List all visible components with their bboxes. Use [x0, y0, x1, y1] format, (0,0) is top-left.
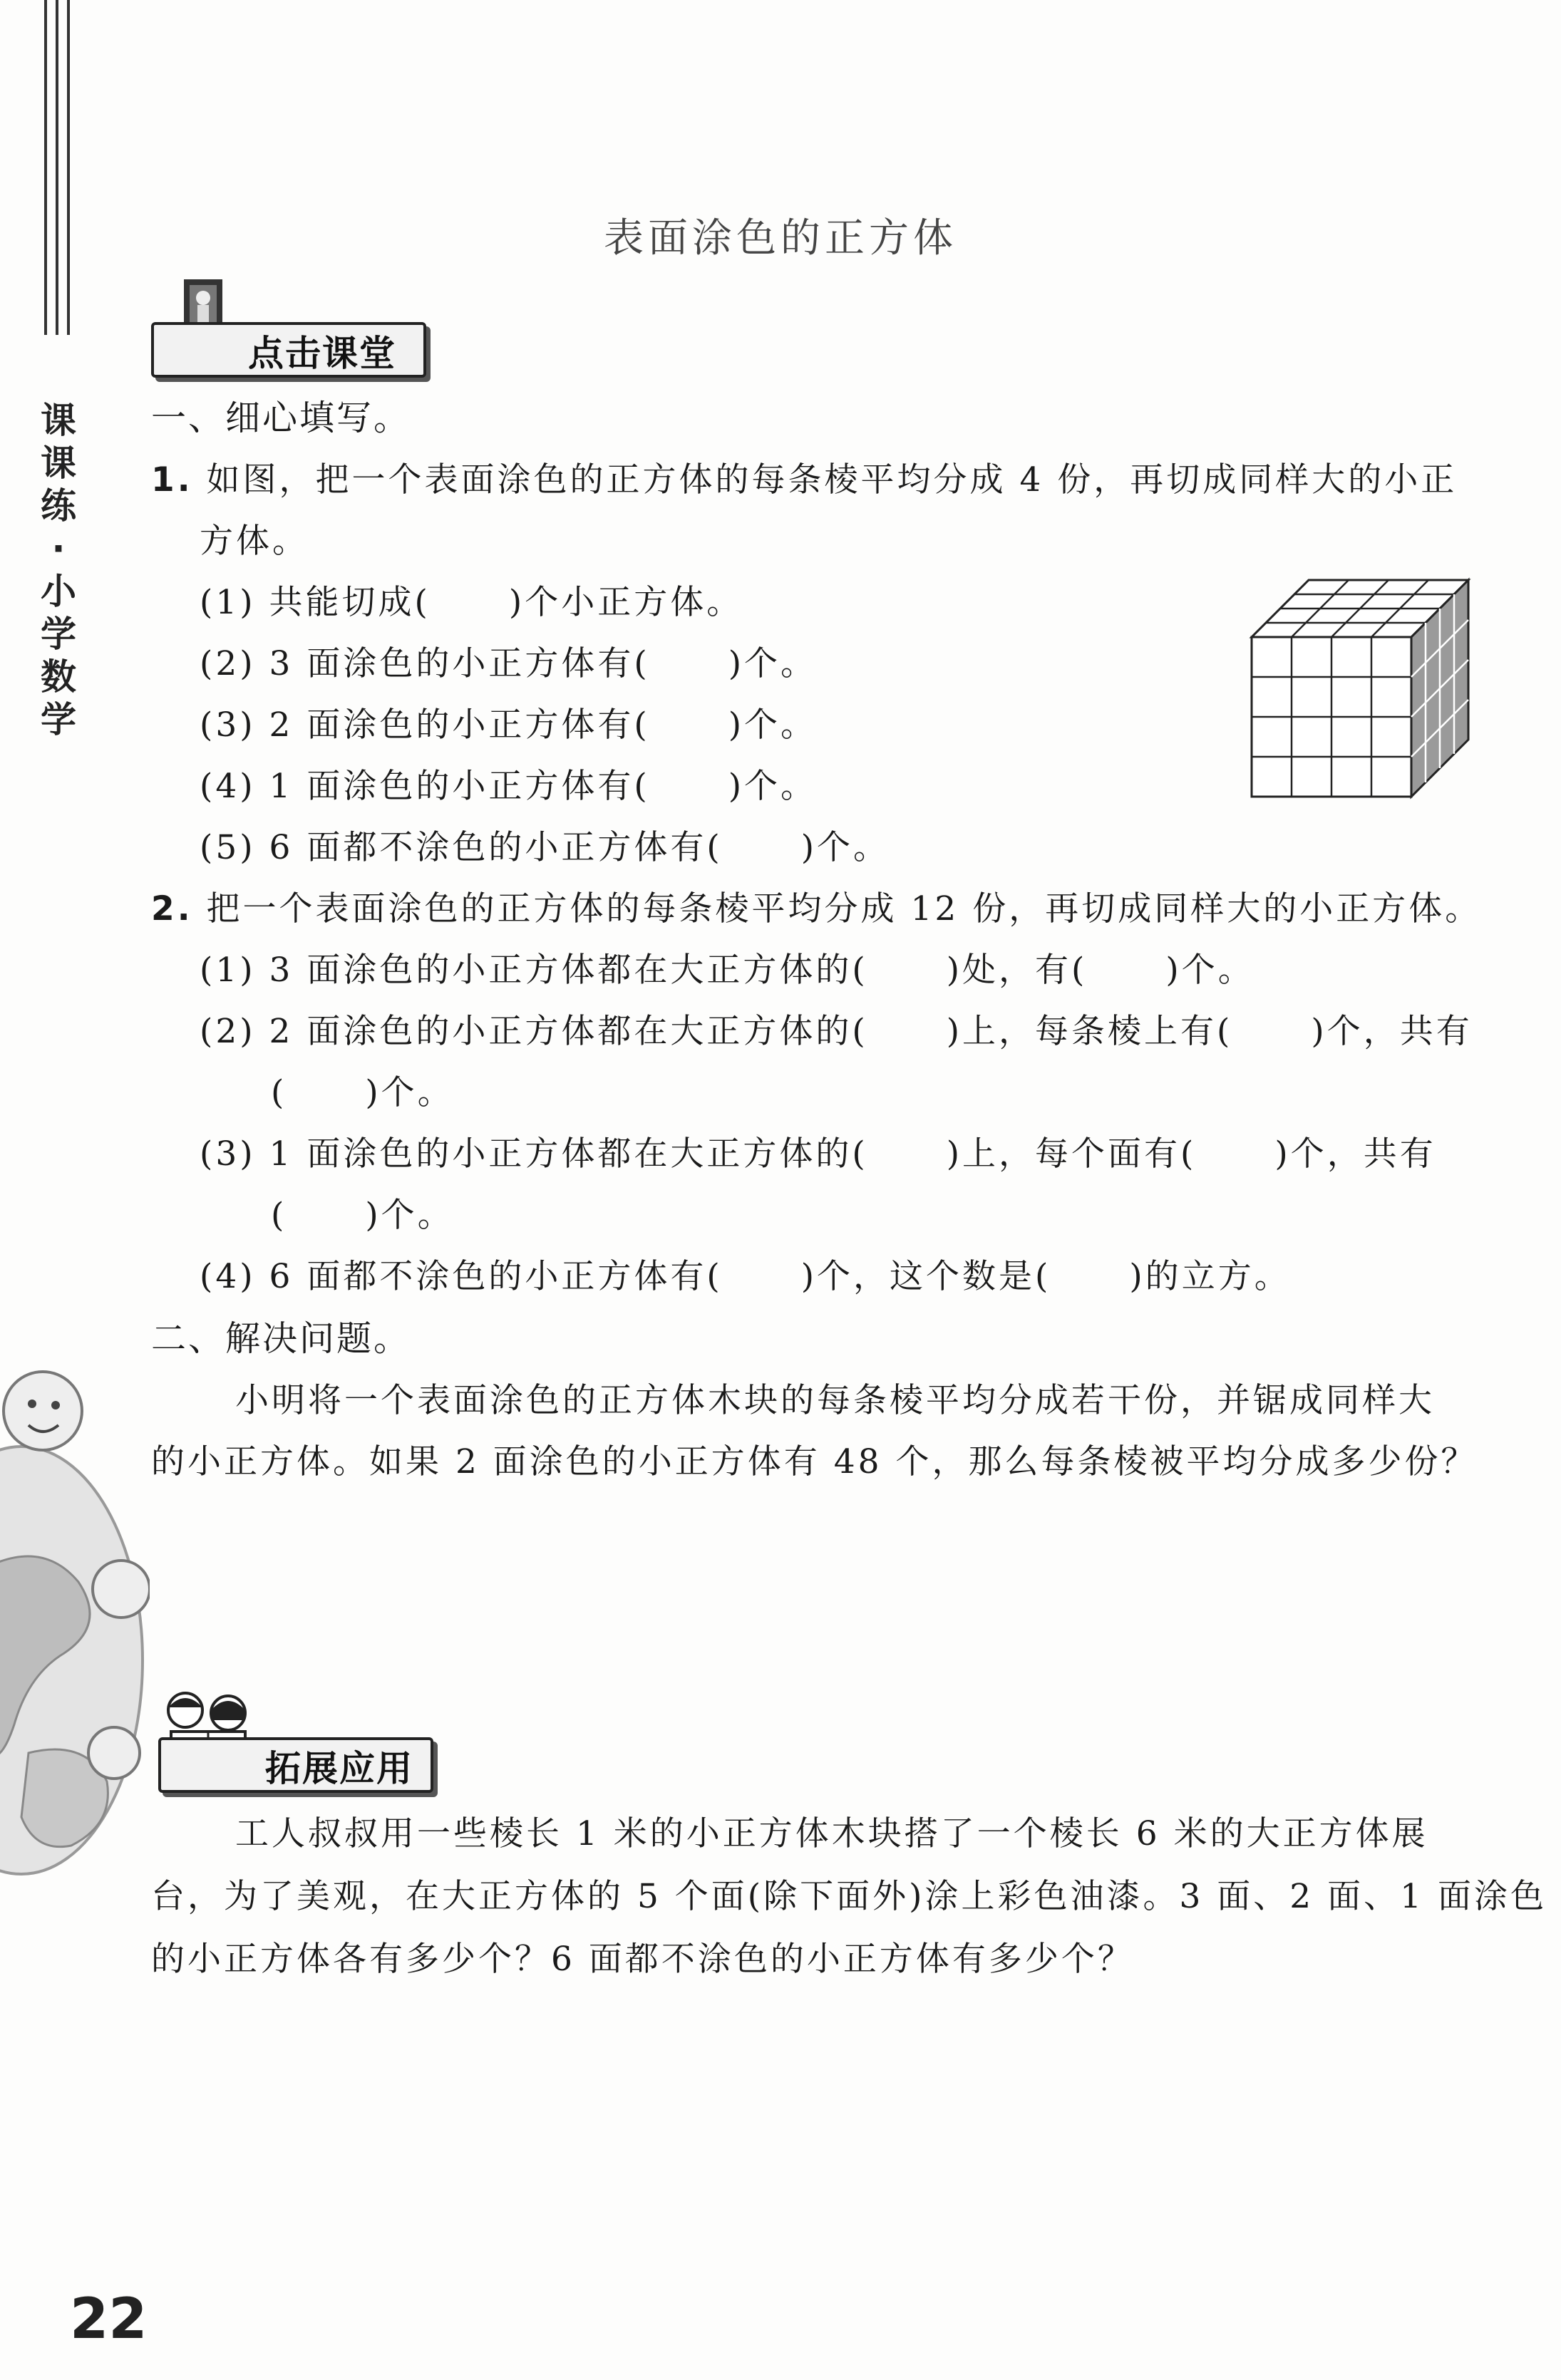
- q1-number: 1.: [151, 460, 193, 500]
- q1-line2: 方体。: [200, 522, 309, 561]
- classroom-label: 点击课堂: [248, 333, 396, 374]
- q2-text: 把一个表面涂色的正方体的每条棱平均分成 12 份，再切成同样大的小正方体。: [206, 889, 1482, 928]
- page-number: 22: [70, 2287, 148, 2351]
- q1-item-1: [200, 576, 743, 624]
- q1-item-4: [200, 760, 817, 807]
- globe-illustration-icon: [0, 1354, 150, 1910]
- q1-item-5: [200, 821, 890, 869]
- extension-label: 拓展应用: [265, 1748, 413, 1789]
- part1-heading: 一、细心填写。: [151, 398, 411, 438]
- q1-item-suffix: )个。: [728, 767, 818, 806]
- q2-item-part: (: [271, 1196, 287, 1235]
- extension-line3: 的小正方体各有多少个？6 面都不涂色的小正方体有多少个？: [151, 1940, 1134, 1979]
- q2-item-part: )个。: [365, 1073, 454, 1112]
- q2-item-2-cont: [271, 1066, 454, 1114]
- q2-item-part: )的立方。: [1129, 1257, 1291, 1296]
- q1-item-suffix: )个。: [728, 644, 818, 683]
- q1-line1: [151, 453, 1457, 501]
- q2-item-part: )个。: [365, 1196, 454, 1235]
- side-char: 数: [41, 656, 76, 698]
- q2-item-part: )个，共有: [1274, 1134, 1436, 1174]
- cube-diagram: [1247, 576, 1483, 804]
- q1-item-suffix: )个小正方体。: [508, 583, 743, 622]
- q2-line: [151, 882, 1481, 930]
- q2-item-2: [200, 1005, 1473, 1052]
- side-char: 课: [41, 443, 76, 484]
- q1-item-2: [200, 637, 817, 685]
- side-title: [37, 399, 80, 741]
- side-char: 学: [41, 699, 76, 740]
- q2-item-4: [200, 1250, 1291, 1298]
- q1-item-suffix: )个。: [728, 705, 818, 745]
- q2-number: 2.: [151, 889, 193, 928]
- extension-line2: 台，为了美观，在大正方体的 5 个面(除下面外)涂上彩色油漆。3 面、2 面、1 面涂色: [151, 1877, 1547, 1916]
- extension-line1: 工人叔叔用一些棱长 1 米的小正方体木块搭了一个棱长 6 米的大正方体展: [235, 1814, 1428, 1853]
- q2-item-part: (2) 2 面涂色的小正方体都在大正方体的(: [200, 1012, 868, 1051]
- side-char: ·: [51, 528, 66, 569]
- q2-item-part: )上，每个面有(: [946, 1134, 1197, 1174]
- margin-rule-2: [56, 0, 58, 335]
- q2-item-part: (1) 3 面涂色的小正方体都在大正方体的(: [200, 951, 868, 990]
- q1-text: 如图，把一个表面涂色的正方体的每条棱平均分成 4 份，再切成同样大的小正: [206, 460, 1458, 500]
- part2-line1: 小明将一个表面涂色的正方体木块的每条棱平均分成若干份，并锯成同样大: [235, 1381, 1435, 1420]
- q2-item-3: [200, 1127, 1436, 1175]
- q2-item-part: (3) 1 面涂色的小正方体都在大正方体的(: [200, 1134, 868, 1174]
- q1-item-prefix: (4) 1 面涂色的小正方体有(: [200, 767, 650, 806]
- q2-item-part: )个。: [1165, 951, 1255, 990]
- q1-item-prefix: (1) 共能切成(: [200, 583, 431, 622]
- q1-item-prefix: (5) 6 面都不涂色的小正方体有(: [200, 828, 723, 867]
- q2-item-part: )个，这个数是(: [800, 1257, 1051, 1296]
- q2-item-part: (: [271, 1073, 287, 1112]
- q1-item-prefix: (3) 2 面涂色的小正方体有(: [200, 705, 650, 745]
- q2-item-part: )上，每条棱上有(: [946, 1012, 1233, 1051]
- q2-item-part: )处，有(: [946, 951, 1088, 990]
- margin-rule-1: [44, 0, 47, 335]
- margin-rule-3: [67, 0, 70, 335]
- side-char: 练: [41, 485, 76, 527]
- side-char: 课: [41, 400, 76, 441]
- q1-item-3: [200, 698, 817, 746]
- page-title: 表面涂色的正方体: [604, 215, 957, 262]
- part2-heading: 二、解决问题。: [151, 1318, 411, 1359]
- side-char: 小: [41, 571, 76, 612]
- q2-item-3-cont: [271, 1189, 454, 1236]
- q2-item-part: (4) 6 面都不涂色的小正方体有(: [200, 1257, 723, 1296]
- side-char: 学: [41, 614, 76, 655]
- part2-line2: 的小正方体。如果 2 面涂色的小正方体有 48 个，那么每条棱被平均分成多少份？: [151, 1442, 1478, 1481]
- q2-item-1: [200, 943, 1255, 991]
- q2-item-part: )个，共有: [1311, 1012, 1473, 1051]
- q1-item-prefix: (2) 3 面涂色的小正方体有(: [200, 644, 650, 683]
- q1-item-suffix: )个。: [800, 828, 890, 867]
